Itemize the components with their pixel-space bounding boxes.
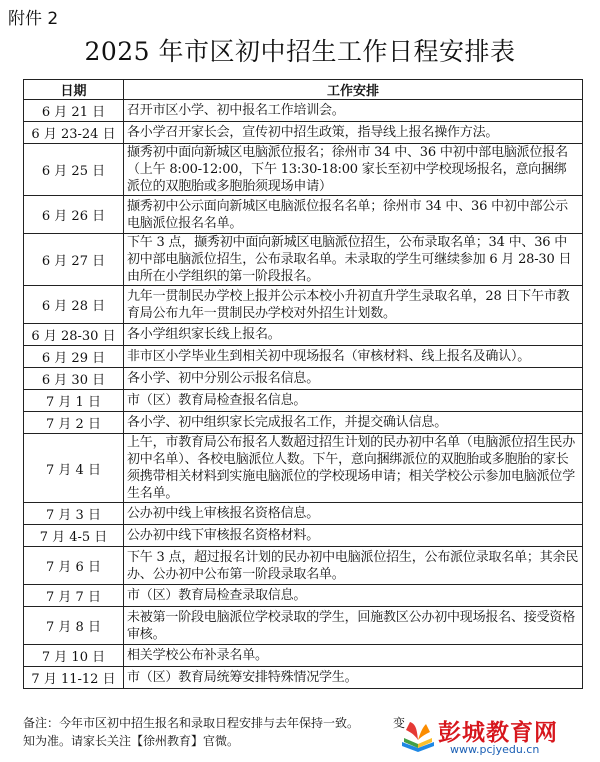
table-row xyxy=(24,122,583,144)
row-work: 撷秀初中面向新城区电脑派位报名；徐州市 34 中、36 中初中部电脑派位报名（上午 8:00-12:00，下午 13:30-18:00 家长至初中学校现场报名，意向捆绑派位的双胞胎或多胞胎须现场申请） xyxy=(124,144,583,196)
table-row xyxy=(24,286,583,324)
row-work: 下午 3 点，撷秀初中面向新城区电脑派位招生，公布录取名单；34 中、36 中初中部电脑派位招生，公布录取名单。未录取的学生可继续参加 6 月 28-30 日由所在小学组织的第一阶段报名。 xyxy=(124,234,583,286)
row-date: 6 月 26 日 xyxy=(24,196,124,234)
table-row xyxy=(24,144,583,196)
row-date: 7 月 3 日 xyxy=(24,503,124,525)
row-work: 市（区）教育局检查录取信息。 xyxy=(124,585,583,607)
book-logo-icon xyxy=(398,716,438,756)
row-work: 九年一贯制民办学校上报并公示本校小升初直升学生录取名单，28 日下午市教育局公布九年一贯制民办学校对外招生计划数。 xyxy=(124,286,583,324)
row-work: 各小学、初中分别公示报名信息。 xyxy=(124,368,583,390)
row-date: 6 月 21 日 xyxy=(24,100,124,122)
row-date: 6 月 29 日 xyxy=(24,346,124,368)
row-date: 7 月 11-12 日 xyxy=(24,667,124,689)
table-row xyxy=(24,412,583,434)
table-row xyxy=(24,607,583,645)
row-work: 各小学、初中组织家长完成报名工作，并提交确认信息。 xyxy=(124,412,583,434)
row-work: 公办初中线下审核报名资格材料。 xyxy=(124,525,583,547)
table-row xyxy=(24,100,583,122)
row-work: 各小学召开家长会，宣传初中招生政策，指导线上报名操作方法。 xyxy=(124,122,583,144)
table-row xyxy=(24,585,583,607)
table-row xyxy=(24,390,583,412)
attachment-label: 附件 2 xyxy=(8,9,59,29)
row-work: 公办初中线上审核报名资格信息。 xyxy=(124,503,583,525)
footnote xyxy=(23,714,406,750)
table-row xyxy=(24,503,583,525)
table-row xyxy=(24,234,583,286)
table-row xyxy=(24,667,583,689)
table-row xyxy=(24,525,583,547)
table-row xyxy=(24,547,583,585)
row-date: 7 月 10 日 xyxy=(24,645,124,667)
row-work: 召开市区小学、初中报名工作培训会。 xyxy=(124,100,583,122)
row-date: 7 月 6 日 xyxy=(24,547,124,585)
row-date: 7 月 8 日 xyxy=(24,607,124,645)
row-work: 各小学组织家长线上报名。 xyxy=(124,324,583,346)
header-work: 工作安排 xyxy=(124,80,583,100)
row-date: 6 月 28-30 日 xyxy=(24,324,124,346)
table-row xyxy=(24,368,583,390)
table-row xyxy=(24,346,583,368)
footnote-line-1: 备注：今年市区初中招生报名和录取日程安排与去年保持一致。 xyxy=(23,716,360,730)
table-row xyxy=(24,434,583,503)
row-date: 7 月 7 日 xyxy=(24,585,124,607)
row-date: 6 月 27 日 xyxy=(24,234,124,286)
row-date: 7 月 1 日 xyxy=(24,390,124,412)
footnote-cut-text: 变 xyxy=(393,716,406,730)
row-work: 相关学校公布补录名单。 xyxy=(124,645,583,667)
row-date: 7 月 4 日 xyxy=(24,434,124,503)
footnote-line-2: 知为准。请家长关注【徐州教育】官微。 xyxy=(23,734,240,748)
site-watermark xyxy=(398,714,583,760)
row-date: 6 月 30 日 xyxy=(24,368,124,390)
watermark-name: 彭城教育网 xyxy=(438,720,558,746)
row-date: 6 月 23-24 日 xyxy=(24,122,124,144)
row-work: 上午，市教育局公布报名人数超过招生计划的民办初中名单（电脑派位招生民办初中名单）、各校电脑派位人数。下午，意向捆绑派位的双胞胎或多胞胎的家长须携带相关材料到实施电脑派位的学校现场申请；相关学校公示参加电脑派位学生名单。 xyxy=(124,434,583,503)
header-date: 日期 xyxy=(24,80,124,100)
row-work: 未被第一阶段电脑派位学校录取的学生，回施教区公办初中现场报名、接受资格审核。 xyxy=(124,607,583,645)
row-date: 7 月 2 日 xyxy=(24,412,124,434)
watermark-url: www.pcjyedu.cn xyxy=(450,743,540,756)
row-work: 市（区）教育局检查报名信息。 xyxy=(124,390,583,412)
table-row xyxy=(24,324,583,346)
row-work: 下午 3 点，超过报名计划的民办初中电脑派位招生，公布派位录取名单；其余民办、公办初中公布第一阶段录取名单。 xyxy=(124,547,583,585)
page-title: 2025 年市区初中招生工作日程安排表 xyxy=(84,37,516,66)
table-row xyxy=(24,645,583,667)
table-row xyxy=(24,196,583,234)
row-date: 6 月 28 日 xyxy=(24,286,124,324)
schedule-table xyxy=(23,79,583,689)
row-work: 非市区小学毕业生到相关初中现场报名（审核材料、线上报名及确认）。 xyxy=(124,346,583,368)
row-date: 6 月 25 日 xyxy=(24,144,124,196)
row-work: 撷秀初中公示面向新城区电脑派位报名名单；徐州市 34 中、36 中初中部公示电脑派位报名名单。 xyxy=(124,196,583,234)
row-date: 7 月 4-5 日 xyxy=(24,525,124,547)
table-header-row xyxy=(24,80,583,100)
row-work: 市（区）教育局统筹安排特殊情况学生。 xyxy=(124,667,583,689)
